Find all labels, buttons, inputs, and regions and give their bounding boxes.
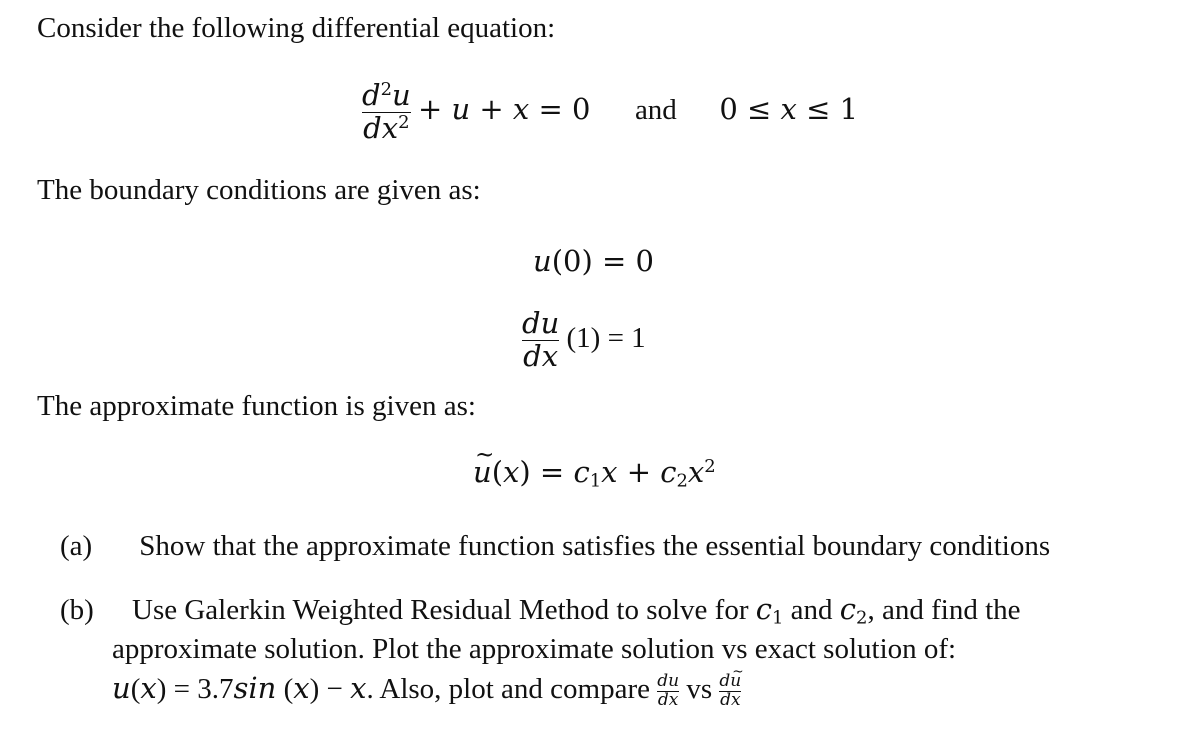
part-b-line-2: approximate solution. Plot the approximate solution vs exact solution of: bbox=[112, 633, 957, 665]
part-a bbox=[60, 527, 1050, 566]
approx-intro-text: The approximate function is given as: bbox=[37, 390, 476, 422]
pde-rhs: + u + x = 0 bbox=[417, 92, 591, 127]
pde-denominator: $dx^2$ bbox=[363, 110, 410, 145]
intro-text: Consider the following differential equation: bbox=[37, 12, 556, 44]
bc2-rhs: (1) = 1 bbox=[566, 322, 646, 355]
approx-derivative-fraction: $\frac{d\sim u}{dx}$ bbox=[719, 673, 741, 710]
pde-numerator: $d^2u$ bbox=[362, 78, 411, 112]
second-derivative-fraction bbox=[362, 80, 411, 145]
bc-intro-text: The boundary conditions are given as: bbox=[37, 174, 481, 206]
pde-and: and bbox=[634, 94, 677, 127]
part-a-label: (a) bbox=[60, 530, 93, 562]
exact-derivative-fraction: $\frac{du}{dx}$ bbox=[657, 671, 680, 710]
part-a-text: Show that the approximate function satisfies the essential boundary conditions bbox=[139, 530, 1051, 562]
part-b-label: (b) bbox=[60, 594, 94, 626]
boundary-condition-1: u(0) = 0 bbox=[533, 244, 654, 278]
differential-equation bbox=[362, 80, 858, 145]
bc2-fraction bbox=[522, 308, 559, 373]
boundary-condition-2 bbox=[522, 308, 646, 373]
approximate-function: ~ $u(x) = c_1x + c_2x^2$ bbox=[473, 455, 716, 489]
part-b bbox=[60, 590, 1021, 710]
pde-domain: 0 ≤ x ≤ 1 bbox=[719, 92, 859, 127]
bc2-denominator: dx bbox=[523, 338, 559, 373]
bc2-numerator: du bbox=[522, 306, 560, 340]
part-b-line-1: (b) Use Galerkin Weighted Residual Method to solve for $c_1$ and $c_2$, and find the bbox=[60, 592, 1021, 629]
part-b-line-3: u(x) = 3.7sin (x) − x. Also, plot and compare $\frac{du}{dx}$ vs $\frac{d\sim u}{dx}$ bbox=[60, 669, 1021, 710]
